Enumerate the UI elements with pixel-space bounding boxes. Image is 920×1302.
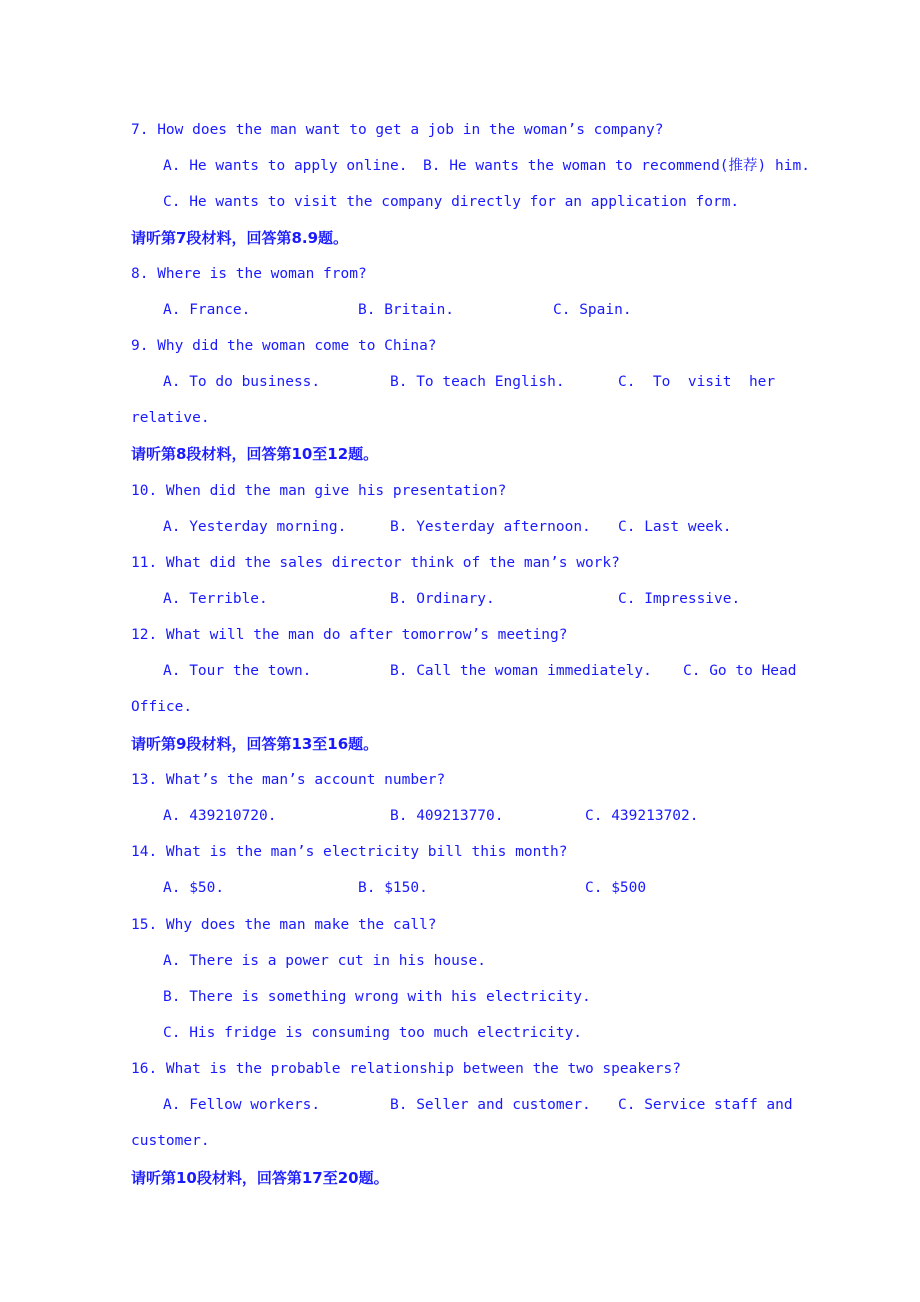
section-heading-10: 请听第10段材料，回答第17至20题。 [131, 1169, 389, 1187]
q11-option-a: A. Terrible. [163, 591, 268, 607]
q16-option-a: A. Fellow workers. [163, 1097, 321, 1113]
question-13: 13. What’s the man’s account number? [131, 772, 446, 788]
question-11: 11. What did the sales director think of the man’s work? [131, 555, 620, 571]
q10-option-a: A. Yesterday morning. [163, 519, 347, 535]
question-12: 12. What will the man do after tomorrow’s meeting? [131, 627, 568, 643]
question-10: 10. When did the man give his presentation? [131, 483, 507, 499]
q9-option-c: C. To visit her [618, 374, 776, 390]
q9-option-a: A. To do business. [163, 374, 321, 390]
question-16: 16. What is the probable relationship between the two speakers? [131, 1061, 681, 1077]
q7-option-b: B. He wants the woman to recommend(推荐) him. [423, 158, 810, 174]
q12-option-a: A. Tour the town. [163, 663, 312, 679]
q15-option-c: C. His fridge is consuming too much electricity. [163, 1025, 583, 1041]
q8-option-b: B. Britain. [358, 302, 455, 318]
q10-option-b: B. Yesterday afternoon. [390, 519, 591, 535]
question-14: 14. What is the man’s electricity bill this month? [131, 844, 568, 860]
q15-option-a: A. There is a power cut in his house. [163, 953, 487, 969]
q9-option-c-continued: relative. [131, 410, 210, 426]
q13-option-b: B. 409213770. [390, 808, 504, 824]
q8-option-a: A. France. [163, 302, 251, 318]
question-9: 9. Why did the woman come to China? [131, 338, 437, 354]
question-15: 15. Why does the man make the call? [131, 917, 437, 933]
q10-option-c: C. Last week. [618, 519, 732, 535]
q8-option-c: C. Spain. [553, 302, 632, 318]
q11-option-b: B. Ordinary. [390, 591, 495, 607]
q14-option-c: C. $500 [585, 880, 647, 896]
q14-option-a: A. $50. [163, 880, 225, 896]
q11-option-c: C. Impressive. [618, 591, 741, 607]
question-7: 7. How does the man want to get a job in the woman’s company? [131, 122, 664, 138]
q13-option-a: A. 439210720. [163, 808, 277, 824]
q14-option-b: B. $150. [358, 880, 428, 896]
q15-option-b: B. There is something wrong with his electricity. [163, 989, 591, 1005]
q12-option-c: C. Go to Head [683, 663, 797, 679]
q12-option-b: B. Call the woman immediately. [390, 663, 652, 679]
q13-option-c: C. 439213702. [585, 808, 699, 824]
question-8: 8. Where is the woman from? [131, 266, 367, 282]
section-heading-9: 请听第9段材料，回答第13至16题。 [131, 735, 379, 753]
section-heading-7: 请听第7段材料，回答第8.9题。 [131, 229, 349, 247]
section-heading-8: 请听第8段材料，回答第10至12题。 [131, 445, 379, 463]
q16-option-c: C. Service staff and [618, 1097, 793, 1113]
q16-option-b: B. Seller and customer. [390, 1097, 591, 1113]
q9-option-b: B. To teach English. [390, 374, 565, 390]
q7-option-c: C. He wants to visit the company directly for an application form. [163, 194, 740, 210]
q7-option-a: A. He wants to apply online. [163, 158, 408, 174]
q16-option-c-continued: customer. [131, 1133, 210, 1149]
q12-option-c-continued: Office. [131, 699, 193, 715]
